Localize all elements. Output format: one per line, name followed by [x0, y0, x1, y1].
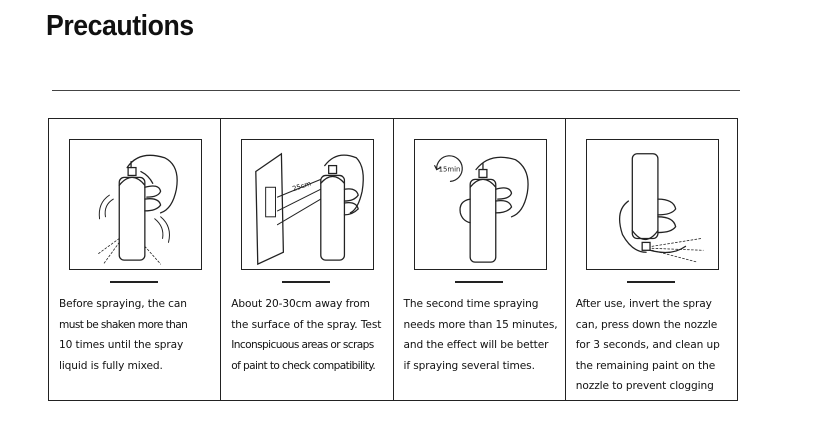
step-caption-4: [576, 294, 731, 397]
step-divider: [627, 281, 675, 283]
caption-line: About 20-30cm away from: [231, 298, 370, 310]
caption-line: the surface of the spray. Test: [231, 318, 382, 331]
invert-can-icon: [586, 139, 719, 270]
caption-line: of paint to check compatibility.: [231, 359, 376, 372]
caption-line: Inconspicuous areas or scraps: [231, 339, 374, 351]
step-caption-2: [231, 294, 386, 376]
step-divider: [282, 281, 330, 283]
step-divider: [110, 281, 158, 283]
caption-line: and the effect will be better: [403, 339, 549, 351]
caption-line: the remaining paint on the: [575, 359, 716, 372]
step-divider: [455, 281, 503, 283]
step-panel-2: [221, 119, 393, 400]
caption-line: liquid is fully mixed.: [59, 359, 163, 372]
shake-can-icon: [69, 139, 202, 270]
caption-line: needs more than 15 minutes,: [403, 318, 558, 331]
caption-line: 10 times until the spray: [59, 339, 184, 351]
step-panel-4: [566, 119, 737, 400]
distance-label: 25cm: [291, 179, 313, 194]
step-caption-3: [404, 294, 559, 376]
caption-line: After use, invert the spray: [575, 298, 712, 310]
caption-line: nozzle to prevent clogging: [575, 380, 714, 392]
precautions-panels: [48, 118, 738, 401]
caption-line: The second time spraying: [403, 298, 539, 310]
step-panel-3: [394, 119, 566, 400]
caption-line: if spraying several times.: [403, 359, 535, 372]
wait-time-icon: [414, 139, 547, 270]
page-title: Precautions: [46, 10, 194, 42]
caption-line: must be shaken more than: [59, 318, 188, 331]
title-divider: [52, 90, 740, 91]
spray-distance-icon: [241, 139, 374, 270]
caption-line: for 3 seconds, and clean up: [575, 339, 720, 351]
caption-line: Before spraying, the can: [59, 298, 187, 310]
step-panel-1: [49, 119, 221, 400]
step-caption-1: [59, 294, 214, 376]
caption-line: can, press down the nozzle: [575, 318, 718, 331]
timer-label: 15min: [438, 165, 460, 174]
